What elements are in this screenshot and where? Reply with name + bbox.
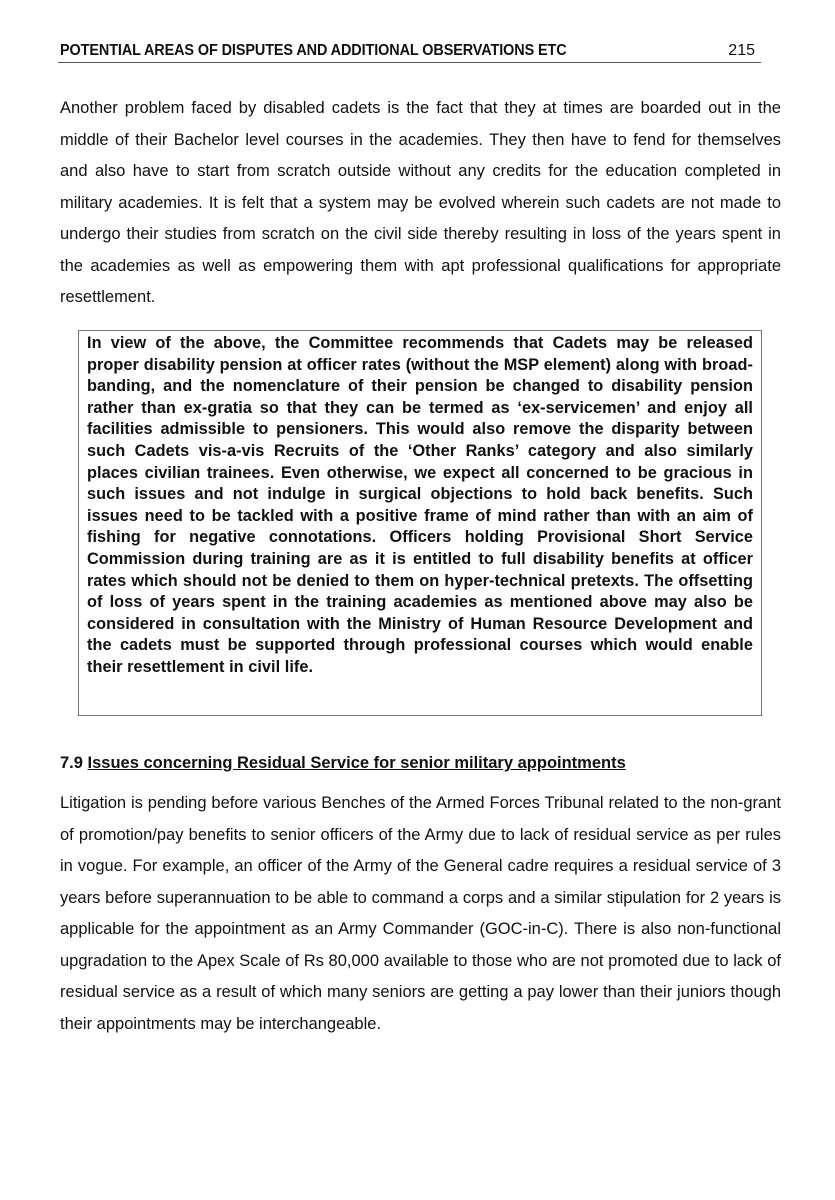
section-number: 7.9 <box>60 754 83 772</box>
page-number: 215 <box>728 42 755 59</box>
body-paragraph-2: Litigation is pending before various Benches of the Armed Forces Tribunal related to the non-grant of promotion/pay benefits to senior officers of the Army due to lack of residual service as per rules in vogue. For example, an officer of the Army of the General cadre requires a residual service of 3 years before superannuation to be able to command a corps and a similar stipulation for 2 years is applicable for the appointment as an Army Commander (GOC-in-C). There is also non-functional upgradation to the Apex Scale of Rs 80,000 available to those who are not promoted due to lack of residual service as a result of which many seniors are getting a pay lower than their juniors though their appointments may be interchangeable. <box>60 794 781 1033</box>
section-heading <box>60 754 626 773</box>
section-title: Issues concerning Residual Service for senior military appointments <box>87 754 626 772</box>
page-header <box>58 40 761 63</box>
running-header-title: POTENTIAL AREAS OF DISPUTES AND ADDITIONAL OBSERVATIONS ETC <box>60 42 567 59</box>
recommendation-box <box>78 330 762 716</box>
body-paragraph-1: Another problem faced by disabled cadets is the fact that they at times are boarded out in the middle of their Bachelor level courses in the academies. They then have to fend for themselves and also have to start from scratch outside without any credits for the education completed in military academies. It is felt that a system may be evolved wherein such cadets are not made to undergo their studies from scratch on the civil side thereby resulting in loss of the years spent in the academies as well as empowering them with apt professional qualifications for appropriate resettlement. <box>60 99 781 306</box>
recommendation-text: In view of the above, the Committee recommends that Cadets may be released proper disability pension at officer rates (without the MSP element) along with broad-banding, and the nomenclature of their pension be changed to disability pension rather than ex-gratia so that they can be termed as ‘ex-servicemen’ and enjoy all facilities admissible to pensioners. This would also remove the disparity between such Cadets vis-a-vis Recruits of the ‘Other Ranks’ category and also similarly places civilian trainees. Even otherwise, we expect all concerned to be gracious in such issues and not indulge in surgical objections to hold back benefits. Such issues need to be tackled with a positive frame of mind rather than with an aim of fishing for negative connotations. Officers holding Provisional Short Service Commission during training are as it is entitled to full disability benefits at officer rates which should not be denied to them on hyper-technical pretexts. The offsetting of loss of years spent in the training academies as mentioned above may also be considered in consultation with the Ministry of Human Resource Development and the cadets must be supported through professional courses which would enable their resettlement in civil life. <box>87 334 753 676</box>
